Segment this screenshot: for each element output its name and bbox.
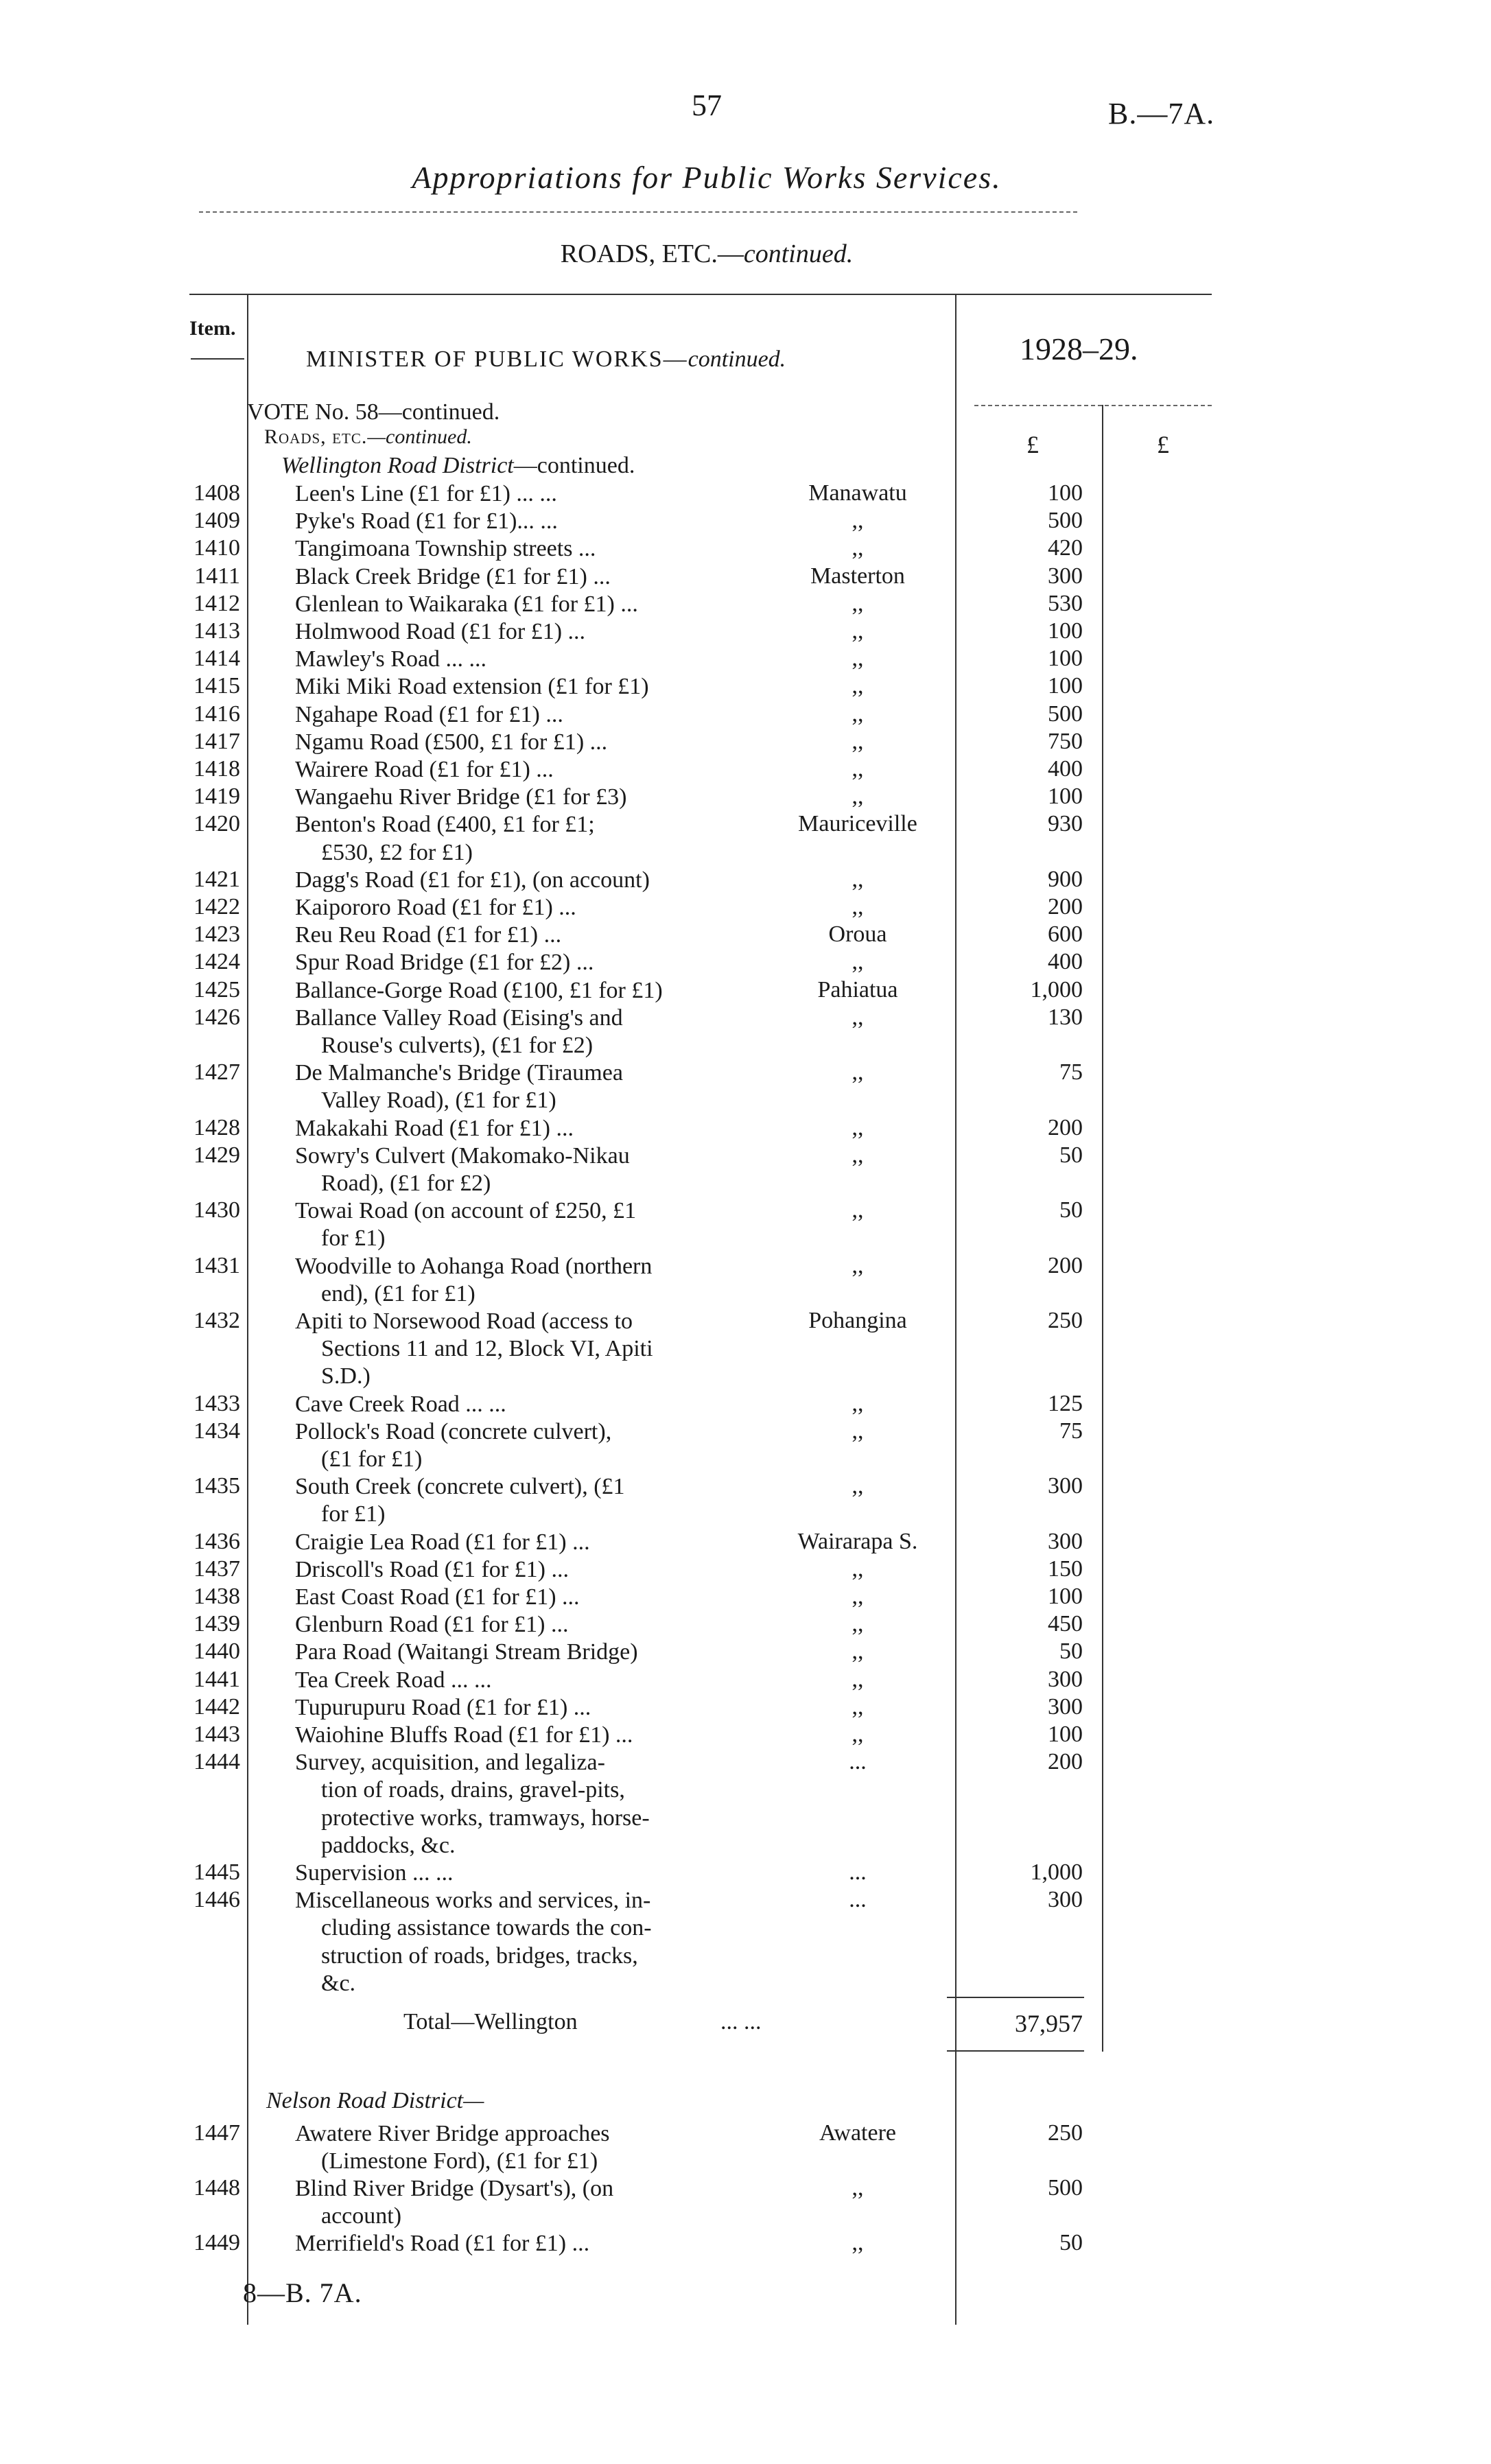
item-electoral-district: Pohangina — [808, 1308, 907, 1333]
item-electoral-district: ... — [849, 1887, 867, 1913]
page-title: Appropriations for Public Works Services. — [412, 160, 1002, 195]
item-number: 1438 — [193, 1584, 240, 1609]
item-number: 1423 — [193, 922, 240, 948]
item-number: 1414 — [193, 646, 240, 672]
item-amount: 100 — [1048, 673, 1083, 699]
footer-signature: 8—B. 7A. — [243, 2277, 362, 2308]
item-number: 1416 — [193, 701, 240, 727]
item-amount: 200 — [1048, 894, 1083, 919]
item-description-line: end), (£1 for £1) — [321, 1280, 476, 1306]
item-description-line: Wangaehu River Bridge (£1 for £3) — [295, 784, 627, 810]
minister-heading — [306, 347, 786, 373]
item-amount: 1,000 — [1030, 976, 1083, 1002]
item-description-line: Ngahape Road (£1 for £1) ... — [295, 701, 563, 727]
item-electoral-district: ,, — [852, 1252, 864, 1278]
item-description-line: Pollock's Road (concrete culvert), — [295, 1418, 612, 1444]
item-number: 1412 — [193, 590, 240, 616]
item-electoral-district: ,, — [852, 1693, 864, 1720]
item-description-line: Supervision ... ... — [295, 1860, 454, 1886]
year-column-rule — [955, 294, 956, 2325]
roads-subheading-continued: —continued. — [367, 425, 472, 448]
item-number: 1449 — [193, 2230, 240, 2255]
item-description-line: Makakahi Road (£1 for £1) ... — [295, 1115, 574, 1141]
item-description — [295, 1529, 775, 1556]
item-electoral-district: Masterton — [810, 563, 905, 589]
section-title-text: ROADS, ETC.— — [560, 239, 744, 268]
minister-heading-continued: continued. — [688, 347, 786, 372]
item-number: 1409 — [193, 508, 240, 534]
item-number: 1444 — [193, 1749, 240, 1775]
item-number: 1426 — [193, 1004, 240, 1030]
item-description — [295, 701, 775, 729]
item-electoral-district: ,, — [852, 1639, 864, 1665]
item-number: 1443 — [193, 1722, 240, 1747]
item-electoral-district: Awatere — [819, 2120, 897, 2146]
item-description — [295, 1694, 775, 1722]
item-description — [295, 894, 775, 922]
title-rule — [199, 211, 1077, 213]
item-number: 1419 — [193, 784, 240, 810]
item-description — [295, 1887, 775, 1997]
item-description — [295, 922, 775, 949]
year-column-header: 1928–29. — [1020, 331, 1138, 366]
item-description-line: Blind River Bridge (Dysart's), (on — [295, 2176, 614, 2201]
item-electoral-district: ... — [849, 1859, 867, 1885]
item-description — [295, 1391, 775, 1418]
item-amount: 125 — [1048, 1390, 1083, 1416]
item-description — [295, 1611, 775, 1639]
item-description-line: Survey, acquisition, and legaliza- — [295, 1750, 605, 1776]
item-number: 1420 — [193, 811, 240, 837]
item-number: 1442 — [193, 1693, 240, 1720]
item-description-line: Spur Road Bridge (£1 for £2) ... — [295, 950, 594, 976]
district-heading — [281, 453, 635, 479]
item-electoral-district: ,, — [852, 949, 864, 975]
item-description-line: De Malmanche's Bridge (Tiraumea — [295, 1060, 623, 1086]
item-description-line: East Coast Road (£1 for £1) ... — [295, 1584, 580, 1610]
table-top-rule — [189, 294, 1212, 295]
item-number: 1422 — [193, 894, 240, 919]
item-description-line: Para Road (Waitangi Stream Bridge) — [295, 1639, 638, 1665]
item-electoral-district: ,, — [852, 1611, 864, 1637]
pound-column-rule — [1102, 405, 1103, 2052]
item-electoral-district: ,, — [852, 866, 864, 892]
item-amount: 900 — [1048, 866, 1083, 892]
section-title-continued: continued. — [743, 239, 854, 268]
item-number: 1417 — [193, 728, 240, 754]
item-head-rule — [191, 358, 244, 360]
item-number: 1448 — [193, 2175, 240, 2201]
item-description — [295, 2175, 775, 2230]
item-number: 1421 — [193, 866, 240, 892]
item-description — [295, 1005, 775, 1059]
item-description-line: tion of roads, drains, gravel-pits, — [321, 1777, 625, 1803]
item-description-line: Miscellaneous works and services, in- — [295, 1888, 651, 1914]
item-description-line: £530, £2 for £1) — [321, 839, 473, 865]
item-number: 1415 — [193, 673, 240, 699]
minister-heading-text: MINISTER OF PUBLIC WORKS— — [306, 347, 688, 372]
item-description — [295, 756, 775, 784]
item-number: 1431 — [193, 1252, 240, 1278]
item-number: 1440 — [193, 1639, 240, 1665]
item-description-line: Glenburn Road (£1 for £1) ... — [295, 1612, 569, 1638]
roads-subheading — [264, 425, 472, 449]
item-amount: 130 — [1048, 1004, 1083, 1030]
item-amount: 300 — [1048, 1528, 1083, 1554]
item-electoral-district: ,, — [852, 508, 864, 534]
item-description-line: Reu Reu Road (£1 for £1) ... — [295, 922, 562, 948]
item-electoral-district: ,, — [852, 1114, 864, 1140]
item-amount: 100 — [1048, 1584, 1083, 1609]
item-description-line: &c. — [321, 1970, 356, 1996]
item-amount: 200 — [1048, 1749, 1083, 1775]
item-number: 1435 — [193, 1473, 240, 1499]
item-description-line: Sections 11 and 12, Block VI, Apiti — [321, 1336, 653, 1362]
item-amount: 300 — [1048, 563, 1083, 589]
item-description-line: account) — [321, 2203, 402, 2229]
item-description-line: paddocks, &c. — [321, 1832, 456, 1858]
item-electoral-district: ,, — [852, 784, 864, 810]
item-description — [295, 949, 775, 976]
item-amount: 300 — [1048, 1887, 1083, 1913]
item-description-line: Ngamu Road (£500, £1 for £1) ... — [295, 729, 608, 755]
item-number: 1429 — [193, 1142, 240, 1168]
item-electoral-district: ,, — [852, 1666, 864, 1692]
item-number: 1433 — [193, 1390, 240, 1416]
item-description-line: Driscoll's Road (£1 for £1) ... — [295, 1556, 569, 1582]
item-description-line: protective works, tramways, horse- — [321, 1805, 650, 1831]
item-amount: 200 — [1048, 1114, 1083, 1140]
item-amount: 100 — [1048, 646, 1083, 672]
item-amount: 75 — [1059, 1418, 1083, 1444]
item-number: 1447 — [193, 2120, 240, 2146]
item-number: 1432 — [193, 1308, 240, 1333]
item-description-line: Cave Creek Road ... ... — [295, 1391, 506, 1417]
item-description — [295, 977, 775, 1005]
item-description — [295, 1197, 775, 1252]
item-description-line: South Creek (concrete culvert), (£1 — [295, 1474, 625, 1500]
item-amount: 300 — [1048, 1473, 1083, 1499]
item-number: 1446 — [193, 1887, 240, 1913]
item-number: 1418 — [193, 756, 240, 782]
item-number: 1411 — [194, 563, 240, 589]
item-amount: 150 — [1048, 1556, 1083, 1582]
item-number: 1427 — [193, 1059, 240, 1086]
item-description-line: Sowry's Culvert (Makomako-Nikau — [295, 1142, 630, 1169]
item-electoral-district: ,, — [852, 1473, 864, 1499]
item-description-line: Benton's Road (£400, £1 for £1; — [295, 812, 595, 838]
nelson-district-heading: Nelson Road District— — [266, 2088, 484, 2113]
item-electoral-district: ,, — [852, 618, 864, 644]
item-number: 1408 — [193, 480, 240, 506]
item-description — [295, 1115, 775, 1142]
item-number: 1410 — [193, 535, 240, 561]
item-amount: 300 — [1048, 1666, 1083, 1692]
item-description-line: Apiti to Norsewood Road (access to — [295, 1309, 633, 1334]
item-electoral-district: Mauriceville — [798, 811, 917, 837]
item-description — [295, 1418, 775, 1473]
item-description-line: Pyke's Road (£1 for £1)... ... — [295, 508, 558, 535]
total-rule-bottom — [947, 2050, 1084, 2052]
item-amount: 300 — [1048, 1693, 1083, 1720]
item-description-line: Tea Creek Road ... ... — [295, 1667, 492, 1693]
item-description-line: Waiohine Bluffs Road (£1 for £1) ... — [295, 1722, 633, 1748]
item-description-line: Kaipororo Road (£1 for £1) ... — [295, 895, 576, 920]
item-description — [295, 1473, 775, 1528]
item-description-line: Valley Road), (£1 for £1) — [321, 1088, 556, 1114]
item-description-line: Mawley's Road ... ... — [295, 646, 487, 672]
item-amount: 100 — [1048, 784, 1083, 810]
item-electoral-district: ,, — [852, 756, 864, 782]
total-rule-top — [947, 1997, 1084, 1998]
item-description — [295, 1722, 775, 1749]
item-description-line: Towai Road (on account of £250, £1 — [295, 1198, 637, 1224]
item-number: 1425 — [193, 976, 240, 1002]
item-amount: 420 — [1048, 535, 1083, 561]
item-description — [295, 1584, 775, 1611]
item-column-rule — [247, 294, 248, 2325]
item-electoral-district: ,, — [852, 1722, 864, 1747]
item-description — [295, 1749, 775, 1859]
item-amount: 50 — [1059, 2230, 1083, 2255]
item-description-line: for £1) — [321, 1225, 386, 1252]
item-amount: 400 — [1048, 949, 1083, 975]
section-title — [0, 239, 1413, 269]
document-reference: B.—7A. — [1108, 97, 1215, 130]
item-description-line: Rouse's culverts), (£1 for £2) — [321, 1033, 594, 1058]
item-electoral-district: ,, — [852, 1418, 864, 1444]
item-description-line: struction of roads, bridges, tracks, — [321, 1943, 638, 1969]
item-electoral-district: ,, — [852, 728, 864, 754]
item-amount: 100 — [1048, 1722, 1083, 1747]
item-electoral-district: ... — [849, 1749, 867, 1775]
item-description — [295, 867, 775, 894]
item-electoral-district: ,, — [852, 1197, 864, 1223]
item-amount: 930 — [1048, 811, 1083, 837]
item-amount: 200 — [1048, 1252, 1083, 1278]
item-electoral-district: ,, — [852, 1059, 864, 1086]
item-description-line: (Limestone Ford), (£1 for £1) — [321, 2148, 598, 2174]
item-description — [295, 480, 775, 508]
item-description-line: Miki Miki Road extension (£1 for £1) — [295, 674, 649, 700]
item-description — [295, 646, 775, 673]
total-amount: 37,957 — [1015, 2010, 1083, 2037]
item-amount: 400 — [1048, 756, 1083, 782]
item-amount: 250 — [1048, 1308, 1083, 1333]
item-amount: 750 — [1048, 728, 1083, 754]
item-description-line: Tupurupuru Road (£1 for £1) ... — [295, 1694, 591, 1720]
item-electoral-district: ,, — [852, 701, 864, 727]
item-description — [295, 1859, 775, 1887]
district-heading-continued: —continued. — [513, 453, 635, 478]
item-description-line: Merrifield's Road (£1 for £1) ... — [295, 2231, 590, 2256]
pound-column-label-1: £ — [1026, 431, 1039, 458]
item-description-line: Leen's Line (£1 for £1) ... ... — [295, 481, 557, 506]
district-heading-name: Wellington Road District — [281, 453, 514, 478]
item-description — [295, 535, 775, 563]
item-number: 1413 — [193, 618, 240, 644]
item-description-line: Ballance Valley Road (Eising's and — [295, 1005, 623, 1031]
item-electoral-district: ,, — [852, 2230, 864, 2255]
item-amount: 250 — [1048, 2120, 1083, 2146]
item-electoral-district: ,, — [852, 1556, 864, 1582]
item-electoral-district: ,, — [852, 535, 864, 561]
item-amount: 500 — [1048, 2175, 1083, 2201]
item-electoral-district: ,, — [852, 673, 864, 699]
item-description — [295, 1639, 775, 1666]
item-electoral-district: Wairarapa S. — [797, 1528, 918, 1554]
item-description — [295, 508, 775, 535]
total-label: Total—Wellington — [403, 2009, 578, 2034]
year-head-rule — [974, 405, 1212, 406]
item-number: 1434 — [193, 1418, 240, 1444]
item-description-line: Craigie Lea Road (£1 for £1) ... — [295, 1529, 590, 1555]
item-description-line: cluding assistance towards the con- — [321, 1915, 652, 1941]
item-amount: 600 — [1048, 922, 1083, 948]
roads-subheading-text: Roads, etc. — [264, 425, 368, 448]
item-amount: 1,000 — [1030, 1859, 1083, 1885]
item-description-line: Holmwood Road (£1 for £1) ... — [295, 619, 586, 644]
item-electoral-district: ,, — [852, 2175, 864, 2201]
item-electoral-district: ,, — [852, 1390, 864, 1416]
item-description — [295, 2120, 775, 2175]
item-electoral-district: ,, — [852, 1142, 864, 1168]
item-electoral-district: ,, — [852, 1004, 864, 1030]
item-description-line: Glenlean to Waikaraka (£1 for £1) ... — [295, 591, 638, 617]
item-electoral-district: ,, — [852, 894, 864, 919]
item-number: 1439 — [193, 1611, 240, 1637]
item-number: 1428 — [193, 1114, 240, 1140]
item-number: 1430 — [193, 1197, 240, 1223]
item-description-line: Wairere Road (£1 for £1) ... — [295, 757, 554, 782]
item-description — [295, 1253, 775, 1308]
item-electoral-district: ,, — [852, 1584, 864, 1609]
pound-column-label-2: £ — [1157, 431, 1169, 458]
total-leader-dots: ... ... — [720, 2009, 762, 2034]
item-description-line: Awatere River Bridge approaches — [295, 2121, 610, 2146]
item-amount: 530 — [1048, 590, 1083, 616]
item-number: 1441 — [193, 1666, 240, 1692]
item-electoral-district: Oroua — [828, 922, 887, 948]
item-amount: 50 — [1059, 1142, 1083, 1168]
item-description-line: S.D.) — [321, 1363, 371, 1389]
item-number: 1436 — [193, 1528, 240, 1554]
item-description — [295, 1059, 775, 1114]
item-electoral-district: Manawatu — [808, 480, 907, 506]
item-amount: 100 — [1048, 480, 1083, 506]
item-amount: 450 — [1048, 1611, 1083, 1637]
item-description-line: Black Creek Bridge (£1 for £1) ... — [295, 563, 611, 589]
item-description — [295, 811, 775, 866]
item-column-header: Item. — [189, 317, 236, 340]
item-description-line: for £1) — [321, 1501, 386, 1527]
item-description-line: Dagg's Road (£1 for £1), (on account) — [295, 867, 650, 893]
item-description — [295, 673, 775, 701]
item-amount: 500 — [1048, 701, 1083, 727]
vote-heading: VOTE No. 58—continued. — [247, 399, 500, 425]
item-amount: 50 — [1059, 1639, 1083, 1665]
item-description-line: Woodville to Aohanga Road (northern — [295, 1253, 653, 1279]
item-description — [295, 2230, 775, 2257]
item-description — [295, 1667, 775, 1694]
item-electoral-district: Pahiatua — [817, 976, 898, 1002]
item-amount: 50 — [1059, 1197, 1083, 1223]
item-description — [295, 1142, 775, 1197]
item-description-line: (£1 for £1) — [321, 1446, 423, 1472]
item-description — [295, 1308, 775, 1391]
page-number: 57 — [692, 89, 722, 122]
item-description-line: Tangimoana Township streets ... — [295, 536, 596, 562]
item-description — [295, 618, 775, 646]
item-number: 1445 — [193, 1859, 240, 1885]
item-description — [295, 591, 775, 618]
item-amount: 100 — [1048, 618, 1083, 644]
item-number: 1424 — [193, 949, 240, 975]
item-description — [295, 563, 775, 591]
item-amount: 75 — [1059, 1059, 1083, 1086]
item-description-line: Road), (£1 for £2) — [321, 1171, 491, 1196]
item-electoral-district: ,, — [852, 590, 864, 616]
item-description-line: Ballance-Gorge Road (£100, £1 for £1) — [295, 977, 663, 1003]
item-amount: 500 — [1048, 508, 1083, 534]
item-description — [295, 1556, 775, 1584]
item-number: 1437 — [193, 1556, 240, 1582]
item-description — [295, 784, 775, 811]
item-description — [295, 729, 775, 756]
item-electoral-district: ,, — [852, 646, 864, 672]
